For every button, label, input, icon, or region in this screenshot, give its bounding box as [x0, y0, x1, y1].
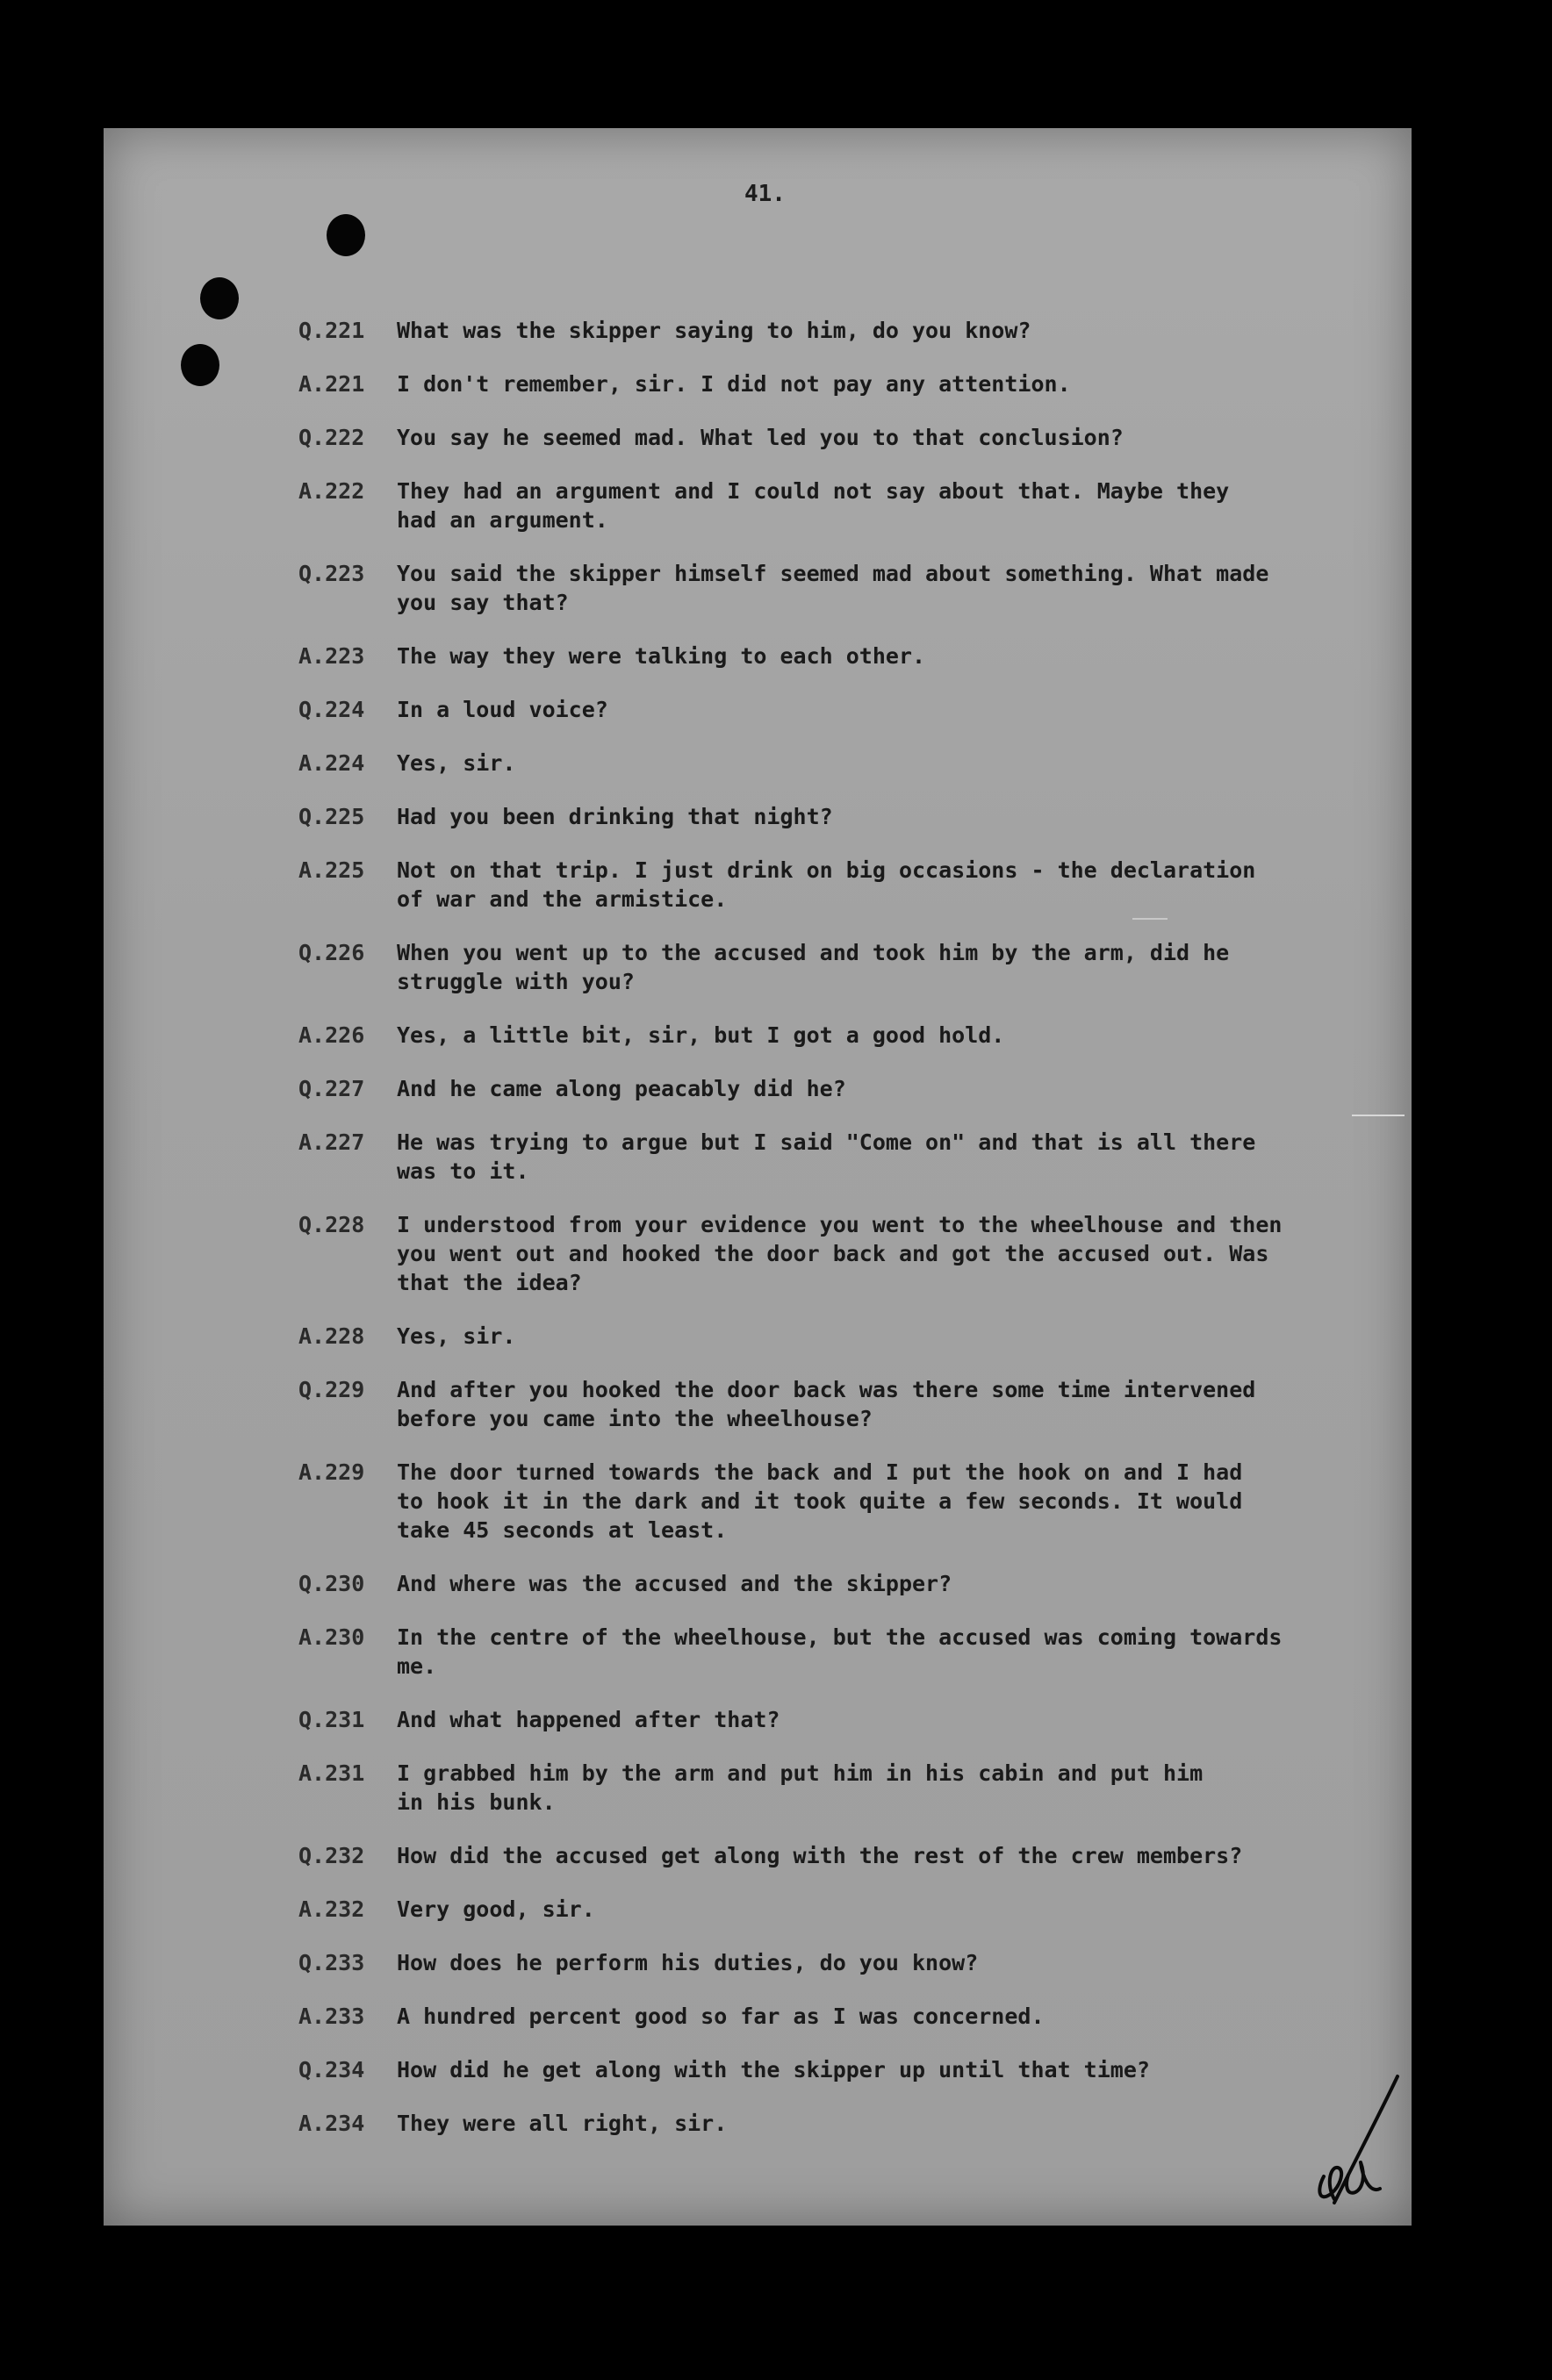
question-entry — [298, 695, 1352, 724]
answer-entry — [298, 369, 1352, 398]
entry-text: In the centre of the wheelhouse, but the accused was coming towards me. — [397, 1624, 1283, 1679]
entry-text: Yes, a little bit, sir, but I got a good hold. — [397, 1022, 1005, 1048]
answer-entry — [298, 2109, 1352, 2138]
entry-label: Q.223 — [298, 561, 365, 586]
entry-label: A.223 — [298, 643, 365, 669]
answer-entry — [298, 477, 1352, 534]
entry-label: Q.228 — [298, 1212, 365, 1237]
entry-label: A.228 — [298, 1323, 365, 1349]
entry-text: Yes, sir. — [397, 750, 516, 776]
entry-spacer — [298, 398, 1352, 423]
entry-label: Q.231 — [298, 1707, 365, 1732]
entry-text: He was trying to argue but I said "Come on" and that is all there was to it. — [397, 1129, 1256, 1184]
answer-entry — [298, 856, 1352, 914]
scan-speck — [1352, 1115, 1405, 1116]
punch-hole-middle — [200, 277, 239, 319]
answer-entry — [298, 1759, 1352, 1817]
entry-spacer — [298, 1924, 1352, 1948]
entry-text: And what happened after that? — [397, 1707, 780, 1732]
answer-entry — [298, 1021, 1352, 1050]
transcript-list — [298, 316, 1352, 2138]
question-entry — [298, 423, 1352, 452]
answer-entry — [298, 1128, 1352, 1186]
question-entry — [298, 938, 1352, 996]
entry-spacer — [298, 1050, 1352, 1074]
entry-text: How does he perform his duties, do you know? — [397, 1950, 979, 1975]
entry-spacer — [298, 452, 1352, 477]
question-entry — [298, 1705, 1352, 1734]
entry-text: And where was the accused and the skipper? — [397, 1571, 952, 1596]
entry-spacer — [298, 345, 1352, 369]
entry-label: Q.227 — [298, 1076, 365, 1101]
question-entry — [298, 802, 1352, 831]
entry-spacer — [298, 534, 1352, 559]
entry-spacer — [298, 670, 1352, 695]
entry-spacer — [298, 617, 1352, 642]
entry-spacer — [298, 2031, 1352, 2055]
punch-hole-top — [327, 214, 365, 256]
entry-text: You said the skipper himself seemed mad about something. What made you say that? — [397, 561, 1269, 615]
question-entry — [298, 1210, 1352, 1297]
entry-label: A.232 — [298, 1896, 365, 1922]
entry-label: A.225 — [298, 857, 365, 883]
entry-label: Q.221 — [298, 318, 365, 343]
entry-spacer — [298, 1734, 1352, 1759]
entry-spacer — [298, 2084, 1352, 2109]
entry-text: You say he seemed mad. What led you to that conclusion? — [397, 425, 1124, 450]
entry-label: Q.226 — [298, 940, 365, 965]
entry-text: The door turned towards the back and I put the hook on and I had to hook it in the dark and it took quite a few seconds. It would take 45 seconds at least. — [397, 1459, 1243, 1543]
handwritten-initials — [1299, 2071, 1413, 2212]
entry-text: Yes, sir. — [397, 1323, 516, 1349]
entry-label: Q.225 — [298, 804, 365, 829]
entry-text: They had an argument and I could not say about that. Maybe they had an argument. — [397, 478, 1230, 533]
entry-label: A.231 — [298, 1760, 365, 1786]
question-entry — [298, 1569, 1352, 1598]
entry-label: A.227 — [298, 1129, 365, 1155]
entry-text: How did he get along with the skipper up until that time? — [397, 2057, 1150, 2082]
entry-label: Q.232 — [298, 1843, 365, 1868]
entry-text: A hundred percent good so far as I was concerned. — [397, 2004, 1045, 2029]
entry-spacer — [298, 1186, 1352, 1210]
entry-spacer — [298, 778, 1352, 802]
question-entry — [298, 316, 1352, 345]
entry-spacer — [298, 996, 1352, 1021]
entry-spacer — [298, 1598, 1352, 1623]
entry-text: Had you been drinking that night? — [397, 804, 833, 829]
entry-spacer — [298, 1433, 1352, 1458]
entry-text: Very good, sir. — [397, 1896, 595, 1922]
entry-text: I grabbed him by the arm and put him in his cabin and put him in his bunk. — [397, 1760, 1204, 1815]
entry-spacer — [298, 1870, 1352, 1895]
entry-label: Q.234 — [298, 2057, 365, 2082]
answer-entry — [298, 1895, 1352, 1924]
answer-entry — [298, 1623, 1352, 1681]
entry-text: The way they were talking to each other. — [397, 643, 926, 669]
entry-label: Q.224 — [298, 697, 365, 722]
entry-text: And after you hooked the door back was there some time intervened before you came into the wheelhouse? — [397, 1377, 1256, 1431]
question-entry — [298, 1841, 1352, 1870]
page-number: 41. — [744, 181, 786, 207]
entry-spacer — [298, 1351, 1352, 1375]
entry-spacer — [298, 1977, 1352, 2002]
question-entry — [298, 1948, 1352, 1977]
entry-spacer — [298, 1297, 1352, 1322]
entry-label: A.222 — [298, 478, 365, 504]
entry-spacer — [298, 1817, 1352, 1841]
entry-label: A.233 — [298, 2004, 365, 2029]
question-entry — [298, 559, 1352, 617]
entry-label: A.230 — [298, 1624, 365, 1650]
punch-hole-bottom — [181, 344, 219, 386]
entry-text: Not on that trip. I just drink on big occasions - the declaration of war and the armistice. — [397, 857, 1256, 912]
question-entry — [298, 1074, 1352, 1103]
entry-text: In a loud voice? — [397, 697, 608, 722]
entry-label: Q.233 — [298, 1950, 365, 1975]
entry-spacer — [298, 1545, 1352, 1569]
answer-entry — [298, 642, 1352, 670]
entry-text: They were all right, sir. — [397, 2111, 728, 2136]
answer-entry — [298, 2002, 1352, 2031]
entry-spacer — [298, 724, 1352, 749]
answer-entry — [298, 1322, 1352, 1351]
entry-label: A.234 — [298, 2111, 365, 2136]
question-entry — [298, 2055, 1352, 2084]
entry-label: A.229 — [298, 1459, 365, 1485]
entry-spacer — [298, 1681, 1352, 1705]
entry-text: I don't remember, sir. I did not pay any attention. — [397, 371, 1071, 397]
entry-text: What was the skipper saying to him, do you know? — [397, 318, 1031, 343]
entry-text: When you went up to the accused and took him by the arm, did he struggle with you? — [397, 940, 1230, 994]
entry-text: And he came along peacably did he? — [397, 1076, 846, 1101]
entry-label: A.221 — [298, 371, 365, 397]
entry-label: Q.222 — [298, 425, 365, 450]
entry-label: Q.229 — [298, 1377, 365, 1402]
entry-text: I understood from your evidence you went to the wheelhouse and then you went out and hooked the door back and got the accused out. Was that the idea? — [397, 1212, 1283, 1295]
entry-label: A.224 — [298, 750, 365, 776]
entry-spacer — [298, 1103, 1352, 1128]
answer-entry — [298, 1458, 1352, 1545]
entry-label: Q.230 — [298, 1571, 365, 1596]
entry-spacer — [298, 914, 1352, 938]
question-entry — [298, 1375, 1352, 1433]
answer-entry — [298, 749, 1352, 778]
entry-label: A.226 — [298, 1022, 365, 1048]
entry-text: How did the accused get along with the rest of the crew members? — [397, 1843, 1243, 1868]
entry-spacer — [298, 831, 1352, 856]
scan-speck — [1132, 918, 1168, 920]
